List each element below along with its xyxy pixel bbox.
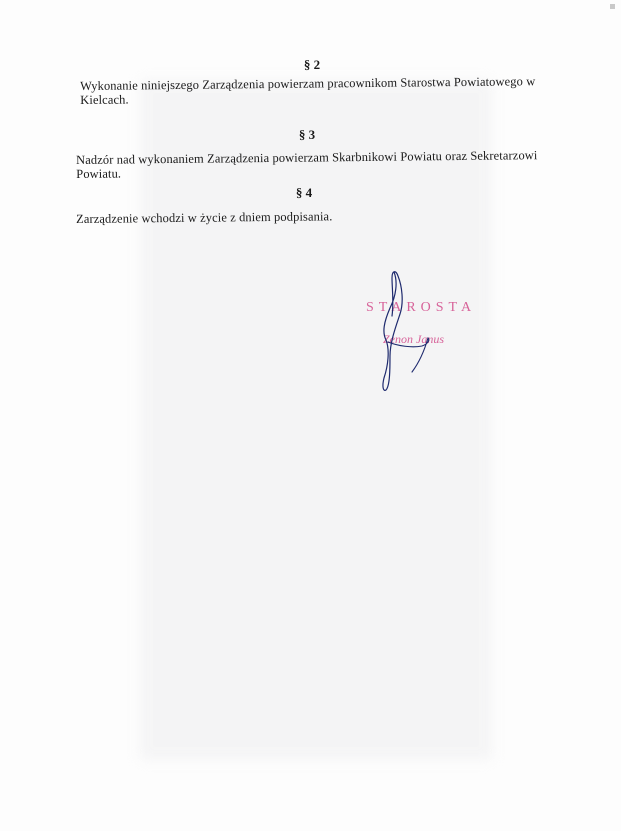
signature-stroke-tail — [388, 338, 429, 372]
signature-stroke-main — [383, 272, 402, 391]
scan-shading — [140, 80, 492, 760]
section-4-line-1: Zarządzenie wchodzi w życie z dniem podpisania. — [76, 209, 333, 226]
scan-corner-mark — [610, 4, 615, 9]
stamp-name: Zenon Janus — [383, 332, 444, 346]
section-2-text — [80, 74, 550, 107]
section-3-text — [76, 148, 546, 181]
section-mark-4: § 4 — [295, 185, 313, 200]
section-3-line-2: Powiatu. — [76, 166, 122, 181]
section-2-line-1: Wykonanie niniejszego Zarządzenia powierzam pracownikom Starostwa Powiatowego w — [80, 74, 536, 93]
handwritten-signature-icon — [368, 268, 448, 394]
section-3-line-1: Nadzór nad wykonaniem Zarządzenia powierzam Skarbnikowi Powiatu oraz Sekretarzowi — [76, 148, 538, 167]
section-2-line-2: Kielcach. — [80, 92, 129, 107]
stamp-title: STAROSTA — [366, 300, 477, 315]
section-mark-2: § 2 — [303, 57, 321, 72]
section-mark-3: § 3 — [298, 127, 316, 142]
